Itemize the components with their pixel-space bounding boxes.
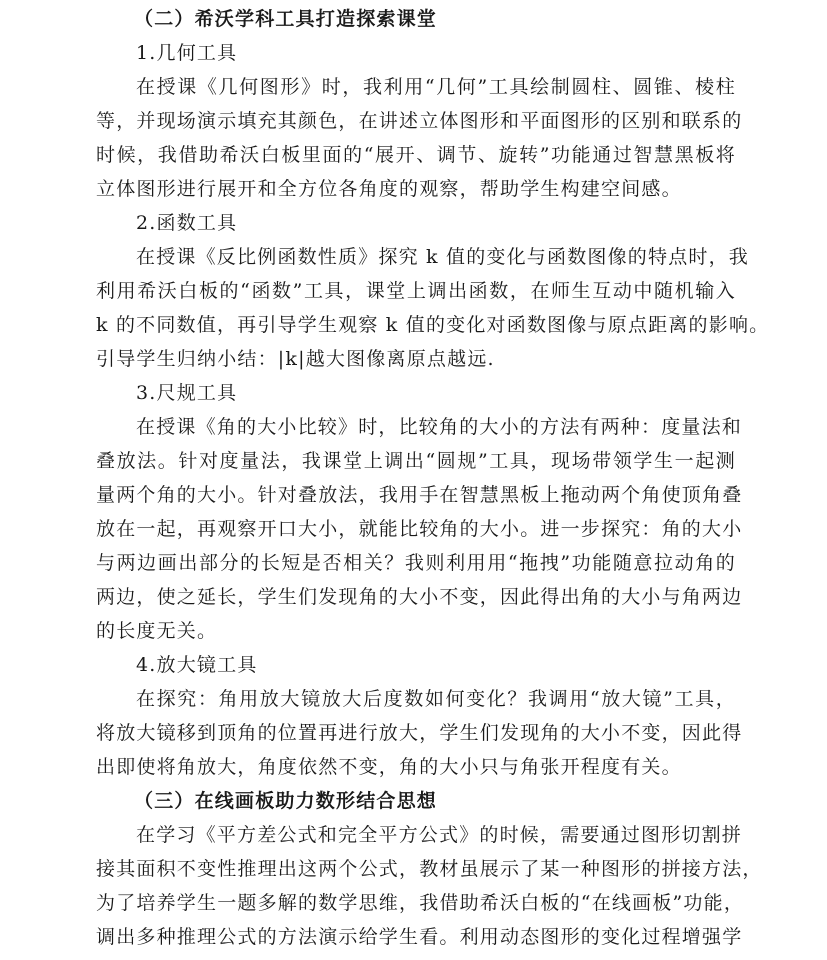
paragraph-line: 两边，使之延长，学生们发现角的大小不变，因此得出角的大小与角两边 (96, 586, 743, 608)
paragraph-line: 放在一起，再观察开口大小，就能比较角的大小。进一步探究：角的大小 (96, 518, 743, 540)
paragraph-line: 等，并现场演示填充其颜色，在讲述立体图形和平面图形的区别和联系的 (96, 110, 743, 132)
paragraph-line: 在授课《几何图形》时，我利用“几何”工具绘制圆柱、圆锥、棱柱 (136, 76, 736, 98)
paragraph-line: 接其面积不变性推理出这两个公式，教材虽展示了某一种图形的拼接方法， (96, 858, 763, 880)
paragraph-line: 出即使将角放大，角度依然不变，角的大小只与角张开程度有关。 (96, 756, 682, 778)
paragraph-line: 在学习《平方差公式和完全平方公式》的时候，需要通过图形切割拼 (136, 824, 743, 846)
section-heading-2: （二）希沃学科工具打造探索课堂 (134, 8, 438, 30)
paragraph-line: 调出多种推理公式的方法演示给学生看。利用动态图形的变化过程增强学 (96, 926, 743, 948)
paragraph-line: 为了培养学生一题多解的数学思维，我借助希沃白板的“在线画板”功能， (96, 892, 745, 914)
subheading-geometry-tool: 1.几何工具 (136, 42, 238, 64)
subheading-ruler-tool: 3.尺规工具 (136, 382, 238, 404)
paragraph-line: 引导学生归纳小结：|k|越大图像离原点越远. (96, 348, 495, 370)
paragraph-line: 在授课《反比例函数性质》探究 k 值的变化与函数图像的特点时，我 (136, 246, 749, 268)
subheading-function-tool: 2.函数工具 (136, 212, 238, 234)
paragraph-line: 立体图形进行展开和全方位各角度的观察，帮助学生构建空间感。 (96, 178, 682, 200)
paragraph-line: 在探究：角用放大镜放大后度数如何变化？我调用“放大镜”工具， (136, 688, 736, 710)
paragraph-line: 在授课《角的大小比较》时，比较角的大小的方法有两种：度量法和 (136, 416, 743, 438)
paragraph-line: 量两个角的大小。针对叠放法，我用手在智慧黑板上拖动两个角使顶角叠 (96, 484, 743, 506)
paragraph-line: 将放大镜移到顶角的位置再进行放大，学生们发现角的大小不变，因此得 (96, 722, 743, 744)
paragraph-line: k 的不同数值，再引导学生观察 k 值的变化对函数图像与原点距离的影响。 (96, 314, 770, 336)
paragraph-line: 时候，我借助希沃白板里面的“展开、调节、旋转”功能通过智慧黑板将 (96, 144, 736, 166)
section-heading-3: （三）在线画板助力数形结合思想 (134, 790, 438, 812)
paragraph-line: 的长度无关。 (96, 620, 218, 642)
subheading-magnifier-tool: 4.放大镜工具 (136, 654, 258, 676)
paragraph-line: 利用希沃白板的“函数”工具，课堂上调出函数，在师生互动中随机输入 (96, 280, 736, 302)
paragraph-line: 叠放法。针对度量法，我课堂上调出“圆规”工具，现场带领学生一起测 (96, 450, 736, 472)
paragraph-line: 与两边画出部分的长短是否相关？我则利用用“拖拽”功能随意拉动角的 (96, 552, 736, 574)
